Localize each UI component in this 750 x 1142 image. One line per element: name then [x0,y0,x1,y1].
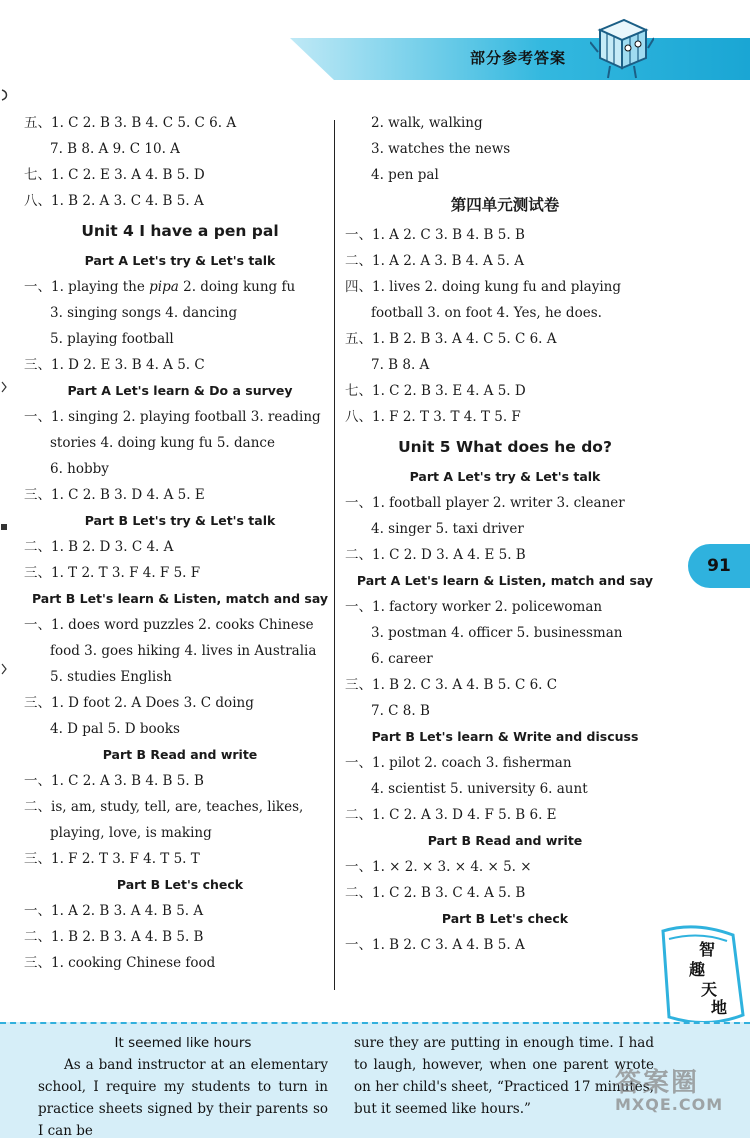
answer-line: 4. pen pal [371,167,439,183]
answer-line: 3. postman 4. officer 5. businessman [371,625,623,641]
answer-line: 三、1. T 2. T 3. F 4. F 5. F [24,565,201,581]
binding-mark-icon [0,380,10,394]
story-title: It seemed like hours [114,1035,252,1051]
answer-line: 二、1. C 2. A 3. D 4. F 5. B 6. E [345,807,557,823]
answer-line: 三、1. B 2. C 3. A 4. B 5. C 6. C [345,677,558,693]
part-heading: Part B Let's learn & Listen, match and say [31,591,329,606]
answer-line: 七、1. C 2. B 3. E 4. A 5. D [345,383,526,399]
badge-char: 地 [711,998,728,1017]
answer-line: 4. singer 5. taxi driver [371,521,524,537]
answer-line: 一、1. football player 2. writer 3. cleaner [345,495,625,511]
story-left-column [38,1032,328,1142]
part-heading: Part B Read and write [102,747,258,762]
badge-char: 智 [699,940,716,959]
cube-mascot-icon [590,12,654,82]
part-heading: Part B Let's learn & Write and discuss [371,729,639,744]
answer-line: 二、1. C 2. B 3. C 4. A 5. B [345,885,526,901]
part-heading: Part B Let's check [441,911,569,926]
part-heading: Part A Let's learn & Do a survey [67,383,293,398]
answer-line: 二、1. C 2. D 3. A 4. E 5. B [345,547,526,563]
answer-line: stories 4. doing kung fu 5. dance [50,435,275,451]
story-paragraph: As a band instructor at an elementary school, I require my students to turn in practice sheets signed by their parents so I can be [38,1057,328,1139]
answer-line: 7. C 8. B [371,703,430,719]
answer-line: 6. career [371,651,433,667]
answer-line: food 3. goes hiking 4. lives in Australia [50,643,317,659]
answer-line: 五、1. B 2. B 3. A 4. C 5. C 6. A [345,331,557,347]
page-header [290,38,750,80]
answer-line: 一、1. does word puzzles 2. cooks Chinese [24,617,314,633]
answer-line: 三、1. C 2. B 3. D 4. A 5. E [24,487,205,503]
badge-char: 天 [701,980,718,999]
answer-line: 7. B 8. A [371,357,430,373]
answer-line: 三、1. F 2. T 3. F 4. T 5. T [24,851,200,867]
answer-column-right [345,110,665,958]
answer-line: playing, love, is making [50,825,212,841]
answer-line: 一、1. A 2. C 3. B 4. B 5. B [345,227,525,243]
part-heading: Part B Let's try & Let's talk [84,513,276,528]
section-heading: Unit 5 What does he do? [398,438,612,456]
watermark-url: MXQE.COM [615,1095,724,1114]
answer-line: 二、1. B 2. B 3. A 4. B 5. B [24,929,204,945]
fun-corner-badge [655,925,747,1027]
answer-line: 一、1. A 2. B 3. A 4. B 5. A [24,903,204,919]
answer-line: 三、1. D 2. E 3. B 4. A 5. C [24,357,205,373]
answer-line: 一、1. pilot 2. coach 3. fisherman [345,755,572,771]
answer-line: 一、1. factory worker 2. policewoman [345,599,603,615]
part-heading: Part A Let's try & Let's talk [84,253,276,268]
answer-line: 四、1. lives 2. doing kung fu and playing [345,279,621,295]
binding-mark-icon [0,520,10,534]
answer-line: football 3. on foot 4. Yes, he does. [371,305,602,321]
page-number: 91 [707,556,731,576]
answer-line: 3. watches the news [371,141,511,157]
section-heading: Unit 4 I have a pen pal [81,222,279,240]
answer-line: 二、is, am, study, tell, are, teaches, likes, [24,799,304,815]
answer-line: 4. scientist 5. university 6. aunt [371,781,588,797]
answer-line: 二、1. B 2. D 3. C 4. A [24,539,174,555]
binding-mark-icon [0,88,10,102]
answer-line: 4. D pal 5. D books [50,721,180,737]
answer-line: 二、1. A 2. A 3. B 4. A 5. A [345,253,524,269]
answer-line: 一、1. C 2. A 3. B 4. B 5. B [24,773,204,789]
part-heading: Part B Read and write [427,833,583,848]
answer-line: 5. playing football [50,331,174,347]
part-heading: Part A Let's learn & Listen, match and say [356,573,654,588]
answer-line: 6. hobby [50,461,109,477]
answer-line: 一、1. playing the pipa 2. doing kung fu [24,279,296,295]
binding-mark-icon [0,662,10,676]
badge-char: 趣 [689,960,706,979]
watermark-logo-text: 答案圈 [615,1068,700,1098]
header-title: 部分参考答案 [470,49,567,67]
answer-line: 7. B 8. A 9. C 10. A [50,141,180,157]
answer-column-left [24,110,336,976]
answer-line: 八、1. B 2. A 3. C 4. B 5. A [24,193,204,209]
answer-line: 一、1. B 2. C 3. A 4. B 5. A [345,937,525,953]
answer-line: 5. studies English [50,669,172,685]
story-paragraph: sure they are putting in enough time. I had to laugh, however, when one parent wrote on her child's sheet, “Practiced 17 minutes, but it seemed like hours.” [354,1035,654,1117]
part-heading: Part B Let's check [116,877,244,892]
answer-line: 五、1. C 2. B 3. B 4. C 5. C 6. A [24,115,237,131]
page-number-tab [688,544,750,588]
story-right-column [354,1032,654,1120]
answer-line: 八、1. F 2. T 3. T 4. T 5. F [345,409,521,425]
answer-line: 三、1. D foot 2. A Does 3. C doing [24,695,254,711]
section-heading: 第四单元测试卷 [450,196,560,214]
answer-line: 一、1. singing 2. playing football 3. reading [24,409,321,425]
answer-line: 3. singing songs 4. dancing [50,305,238,321]
answer-line: 三、1. cooking Chinese food [24,955,216,971]
part-heading: Part A Let's try & Let's talk [409,469,601,484]
answer-line: 七、1. C 2. E 3. A 4. B 5. D [24,167,205,183]
answer-line: 一、1. × 2. × 3. × 4. × 5. × [345,859,532,875]
answer-line: 2. walk, walking [371,115,483,131]
watermark [615,1062,723,1114]
